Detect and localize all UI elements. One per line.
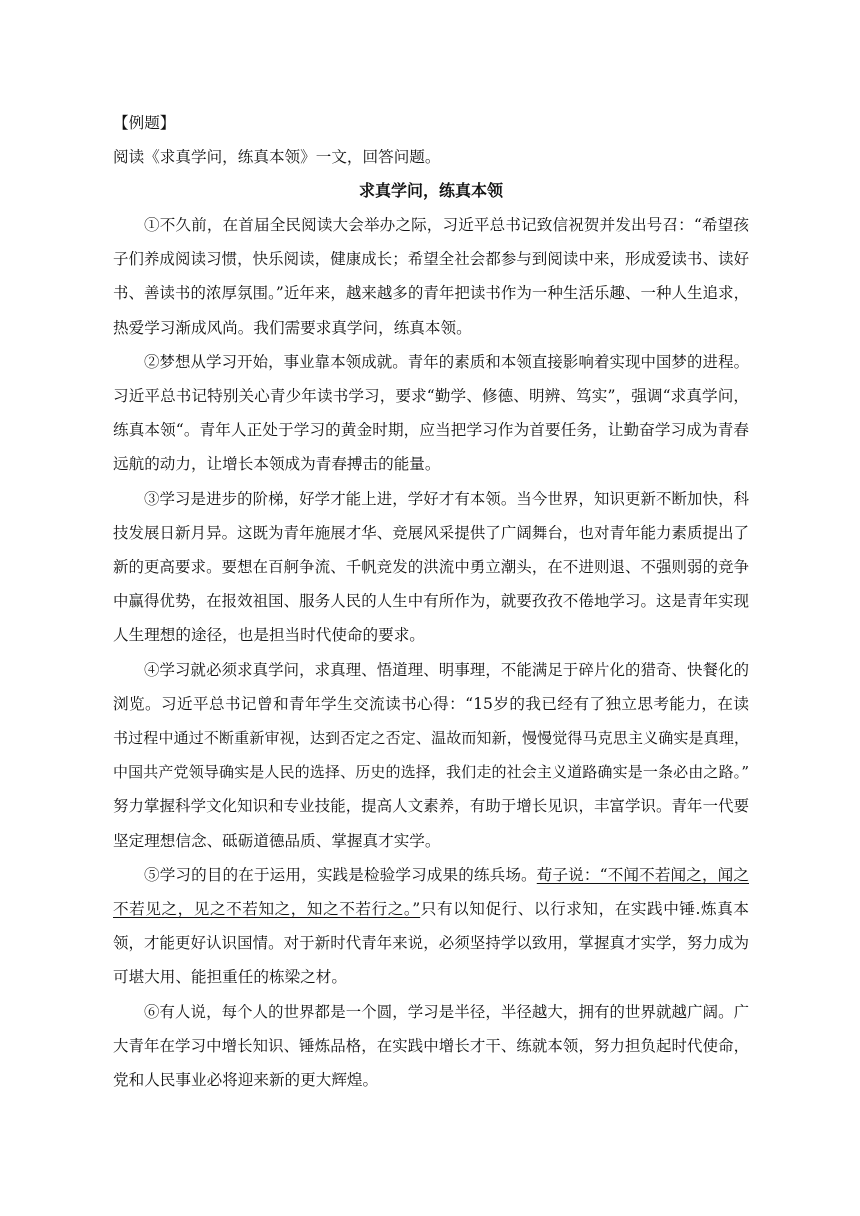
- text-line: 热爱学习渐成风尚。我们需要求真学问，练真本领。: [113, 318, 472, 337]
- article-title: 求真学问，练真本领: [358, 181, 503, 200]
- text-line: 练真本领“。青年人正处于学习的黄金时期，应当把学习作为首要任务，让勤奋学习成为青春: [113, 421, 749, 440]
- text-line: 大青年在学习中增长知识、锤炼品格，在实践中增长才干、练就本领，努力担负起时代使命，: [113, 1036, 749, 1055]
- text-line: [113, 858, 749, 892]
- document-body: [113, 106, 749, 1097]
- text-line: 领，才能更好认识国情。对于新时代青年来说，必须坚持学以致用，掌握真才实学，努力成为: [113, 934, 749, 953]
- text-line: ⑥有人说，每个人的世界都是一个圆，学习是半径，半径越大，拥有的世界就越广阔。广: [144, 1002, 749, 1021]
- text-line: 可堪大用、能担重任的栋梁之材。: [113, 968, 347, 987]
- plain-text: 只有以知促行、以行求知，在实践中锤.炼真本: [420, 900, 749, 919]
- text-line: ④学习就必须求真学问，求真理、悟道理、明事理，不能满足于碎片化的猎奇、快餐化的: [144, 660, 749, 679]
- reading-instruction: 阅读《求真学问，练真本领》一文，回答问题。: [113, 148, 441, 166]
- text-line: 子们养成阅读习惯，快乐阅读，健康成长；希望全社会都参与到阅读中来，形成爱读书、读好: [113, 250, 749, 269]
- text-line: 努力掌握科学文化知识和专业技能，提高人文素养，有助于增长见识，丰富学识。青年一代要: [113, 797, 749, 816]
- text-line: 浏览。习近平总书记曾和青年学生交流读书心得：“15岁的我已经有了独立思考能力，在读: [113, 694, 749, 713]
- plain-text: ⑤学习的目的在于运用，实践是检验学习成果的练兵场。: [144, 865, 537, 884]
- underlined-quote: 不若见之，见之不若知之，知之不若行之。”: [113, 900, 421, 919]
- example-label: 【例题】: [113, 114, 176, 132]
- text-line: 坚定理想信念、砥砺道德品质、掌握真才实学。: [113, 831, 441, 850]
- text-line: 习近平总书记特别关心青少年读书学习，要求“勤学、修德、明辨、笃实”，强调“求真学问，: [113, 387, 749, 406]
- text-line: [113, 892, 749, 926]
- text-line: 远航的动力，让增长本领成为青春搏击的能量。: [113, 455, 441, 474]
- paragraph-1: [113, 208, 749, 345]
- text-line: 新的更高要求。要想在百舸争流、千帆竞发的洪流中勇立潮头，在不进则退、不强则弱的竞争: [113, 558, 749, 577]
- text-line: 书过程中通过不断重新审视，达到否定之否定、温故而知新，慢慢觉得马克思主义确实是真理，: [113, 729, 749, 748]
- text-line: ①不久前，在首届全民阅读大会举办之际，习近平总书记致信祝贺并发出号召：“希望孩: [144, 216, 749, 234]
- underlined-quote: 荀子说：“不闻不若闻之，闻之: [536, 865, 749, 884]
- text-line: 书、善读书的浓厚氛围。”近年来，越来越多的青年把读书作为一种生活乐趣、一种人生追求，: [113, 284, 749, 303]
- text-line: 党和人民事业必将迎来新的更大辉煌。: [113, 1071, 379, 1090]
- text-line: 中赢得优势，在报效祖国、服务人民的人生中有所作为，就要孜孜不倦地学习。这是青年实现: [113, 592, 749, 611]
- text-line: 人生理想的途径，也是担当时代使命的要求。: [113, 626, 425, 645]
- text-line: 中国共产党领导确实是人民的选择、历史的选择，我们走的社会主义道路确实是一条必由之路。”: [113, 763, 749, 782]
- text-line: 技发展日新月异。这既为青年施展才华、竞展风采提供了广阔舞台，也对青年能力素质提出了: [113, 523, 749, 542]
- text-line: ②梦想从学习开始，事业靠本领成就。青年的素质和本领直接影响着实现中国梦的进程。: [144, 352, 749, 371]
- paragraph-4: [113, 653, 749, 858]
- text-line: ③学习是进步的阶梯，好学才能上进，学好才有本领。当今世界，知识更新不断加快，科: [144, 489, 749, 508]
- paragraph-2: [113, 345, 749, 482]
- paragraph-6: [113, 995, 749, 1098]
- paragraph-5: [113, 858, 749, 995]
- paragraph-3: [113, 482, 749, 653]
